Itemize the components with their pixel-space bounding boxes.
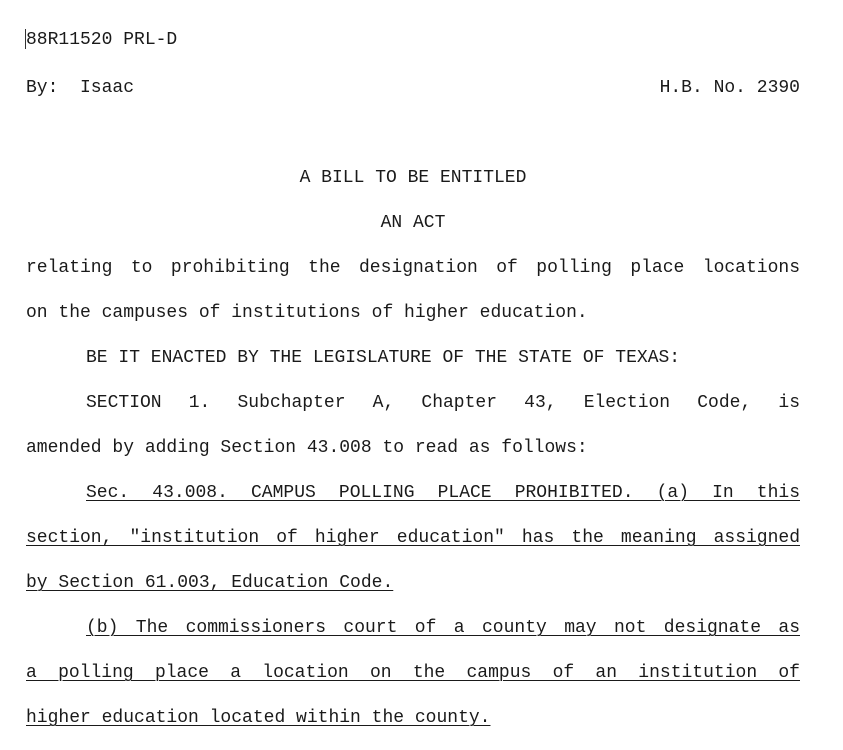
caption-line-2: on the campuses of institutions of higher education.	[26, 303, 588, 323]
section-a-line-2: section, "institution of higher education" has the meaning assigned	[26, 528, 800, 548]
act-title: AN ACT	[380, 213, 446, 233]
document-code: 88R11520 PRL-D	[26, 30, 178, 50]
enacting-clause: BE IT ENACTED BY THE LEGISLATURE OF THE STATE OF TEXAS:	[86, 348, 681, 368]
section-b-line-1: (b) The commissioners court of a county may not designate as	[86, 618, 800, 638]
author-line: By: Isaac	[26, 78, 135, 98]
caption-line-1: relating to prohibiting the designation of polling place locations	[26, 258, 800, 278]
bill-number: H.B. No. 2390	[659, 78, 800, 98]
section-a-line-1: Sec. 43.008. CAMPUS POLLING PLACE PROHIBITED. (a) In this	[86, 483, 800, 503]
bill-header	[26, 77, 800, 99]
section-1-line-1: SECTION 1. Subchapter A, Chapter 43, Election Code, is	[86, 393, 800, 413]
section-a-line-3: by Section 61.003, Education Code.	[26, 573, 394, 593]
bill-title: A BILL TO BE ENTITLED	[299, 168, 527, 188]
section-1-line-2: amended by adding Section 43.008 to read as follows:	[26, 438, 588, 458]
section-b-line-3: higher education located within the county.	[26, 708, 491, 728]
section-b-line-2: a polling place a location on the campus of an institution of	[26, 663, 800, 683]
